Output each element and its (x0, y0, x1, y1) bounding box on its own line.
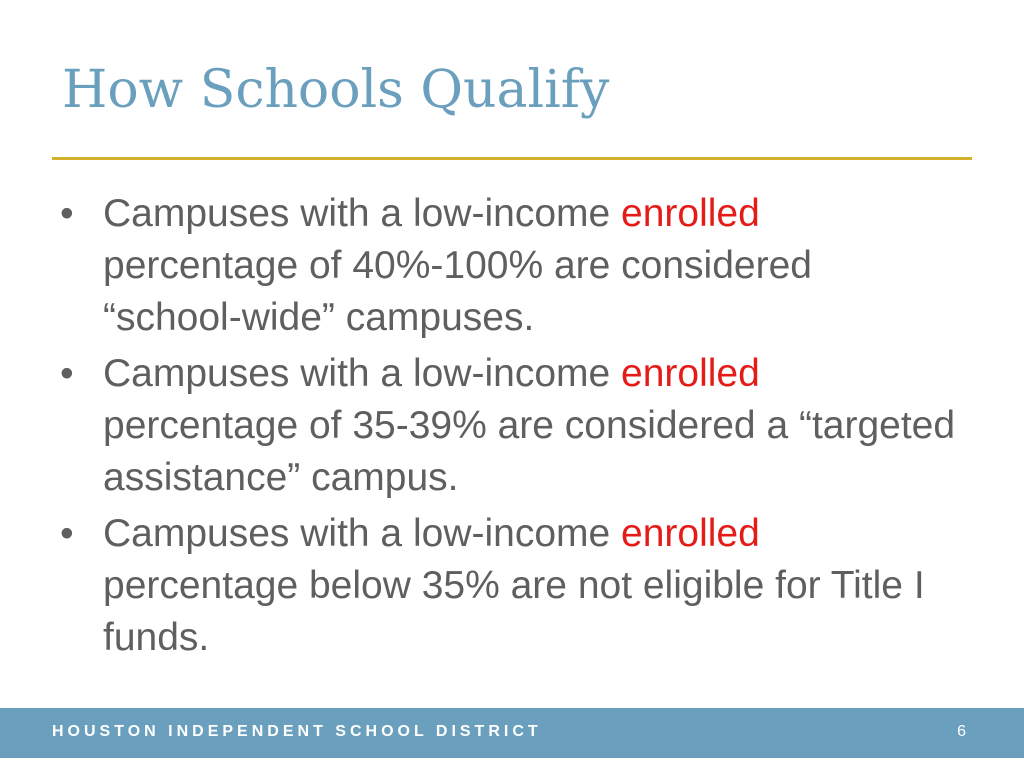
bullet-item-not-eligible (60, 508, 960, 664)
bullet-text-lead: Campuses with a low-income (103, 192, 622, 235)
bullet-highlight-enrolled: enrolled (621, 192, 760, 235)
bullet-item-school-wide (60, 188, 960, 344)
bullet-text-rest: percentage of 35-39% are considered a “targeted assistance” campus. (103, 404, 956, 499)
bullet-text-lead: Campuses with a low-income (103, 512, 622, 555)
bullet-text-rest: percentage of 40%-100% are considered “school-wide” campuses. (103, 244, 812, 339)
title-divider (52, 157, 972, 160)
bullet-highlight-enrolled: enrolled (621, 512, 760, 555)
footer-bar (0, 708, 1024, 758)
footer-organization: HOUSTON INDEPENDENT SCHOOL DISTRICT (52, 723, 542, 740)
bullet-text-rest: percentage below 35% are not eligible for Title I funds. (103, 564, 925, 659)
bullet-highlight-enrolled: enrolled (621, 352, 760, 395)
page-number: 6 (957, 723, 966, 740)
bullet-list (60, 188, 960, 668)
slide-title: How Schools Qualify (62, 60, 610, 120)
bullet-item-targeted-assistance (60, 348, 960, 504)
bullet-text-lead: Campuses with a low-income (103, 352, 622, 395)
